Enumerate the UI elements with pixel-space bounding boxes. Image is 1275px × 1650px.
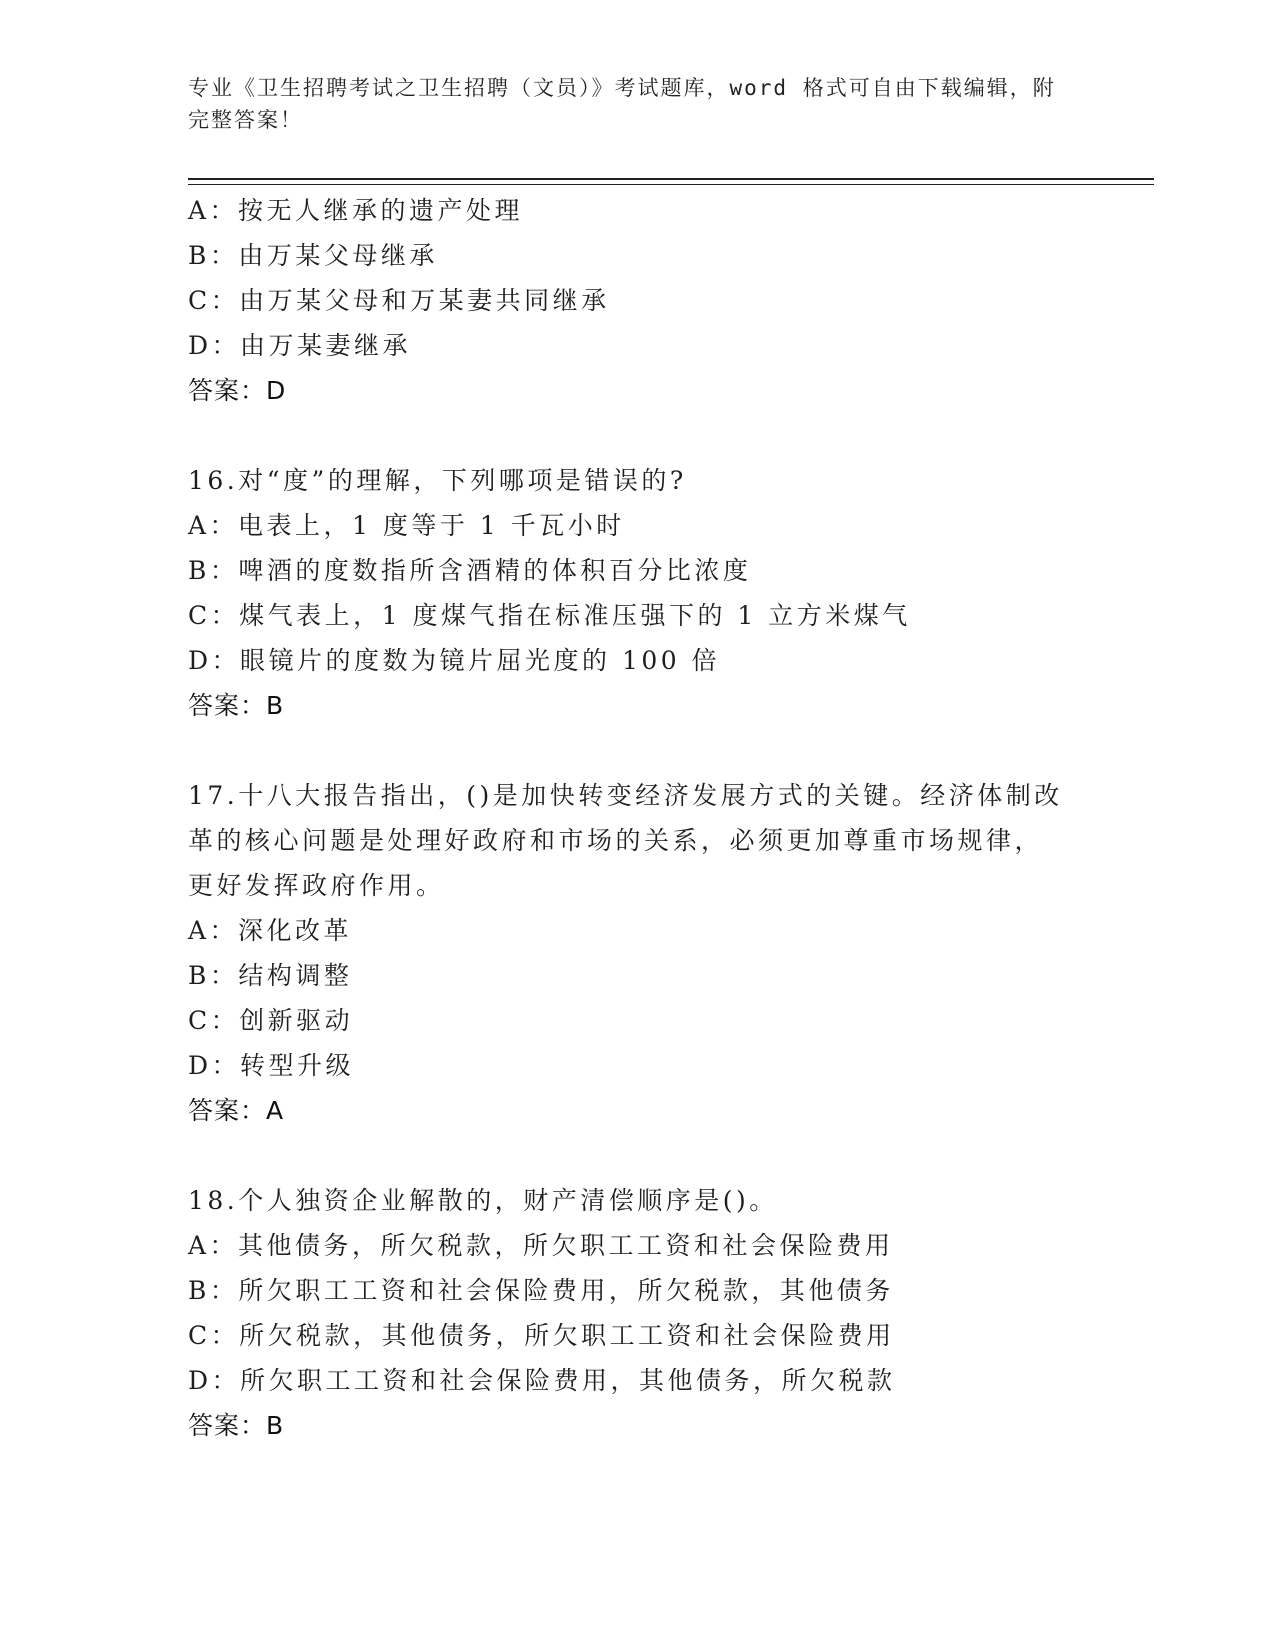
option-a: A：按无人继承的遗产处理 <box>188 196 524 225</box>
spacer <box>188 728 1088 773</box>
question-stem-line-2: 革的核心问题是处理好政府和市场的关系，必须更加尊重市场规律， <box>188 826 1044 855</box>
option-a: A：其他债务，所欠税款，所欠职工工资和社会保险费用 <box>188 1231 894 1260</box>
header-rule-thin <box>188 184 1154 185</box>
option-d: D：所欠职工工资和社会保险费用，其他债务，所欠税款 <box>188 1366 896 1395</box>
option-d: D：由万某妻继承 <box>188 331 412 360</box>
option-d: D：转型升级 <box>188 1051 355 1080</box>
question-stem-line-3: 更好发挥政府作用。 <box>188 871 445 900</box>
option-b: B：由万某父母继承 <box>188 241 438 270</box>
question-list <box>188 188 1088 1448</box>
option-b: B：所欠职工工资和社会保险费用，所欠税款，其他债务 <box>188 1276 894 1305</box>
option-c: C：所欠税款，其他债务，所欠职工工资和社会保险费用 <box>188 1321 895 1350</box>
question-stem: 18.个人独资企业解散的，财产清偿顺序是()。 <box>188 1186 778 1215</box>
question-16-block <box>188 458 1088 728</box>
header-rule-thick <box>188 178 1154 180</box>
option-c: C：煤气表上，1 度煤气指在标准压强下的 1 立方米煤气 <box>188 601 911 630</box>
option-c: C：创新驱动 <box>188 1006 354 1035</box>
option-d: D：眼镜片的度数为镜片屈光度的 100 倍 <box>188 646 721 675</box>
document-header: 专业《卫生招聘考试之卫生招聘（文员）》考试题库，word 格式可自由下载编辑，附完整答案！ <box>188 76 1056 132</box>
question-15-block <box>188 188 1088 413</box>
option-b: B：结构调整 <box>188 961 353 990</box>
option-b: B：啤酒的度数指所含酒精的体积百分比浓度 <box>188 556 752 585</box>
option-a: A：电表上，1 度等于 1 千瓦小时 <box>188 511 625 540</box>
answer-line: 答案：B <box>188 1411 285 1440</box>
spacer <box>188 413 1088 458</box>
answer-line: 答案：B <box>188 691 285 720</box>
question-18-block <box>188 1178 1088 1448</box>
question-stem: 16.对“度”的理解，下列哪项是错误的? <box>188 466 687 495</box>
answer-line: 答案：D <box>188 376 287 405</box>
answer-line: 答案：A <box>188 1096 285 1125</box>
option-a: A：深化改革 <box>188 916 353 945</box>
question-17-block <box>188 773 1088 1133</box>
spacer <box>188 1133 1088 1178</box>
question-stem-line-1: 17.十八大报告指出，()是加快转变经济发展方式的关键。经济体制改 <box>188 781 1063 810</box>
option-c: C：由万某父母和万某妻共同继承 <box>188 286 610 315</box>
